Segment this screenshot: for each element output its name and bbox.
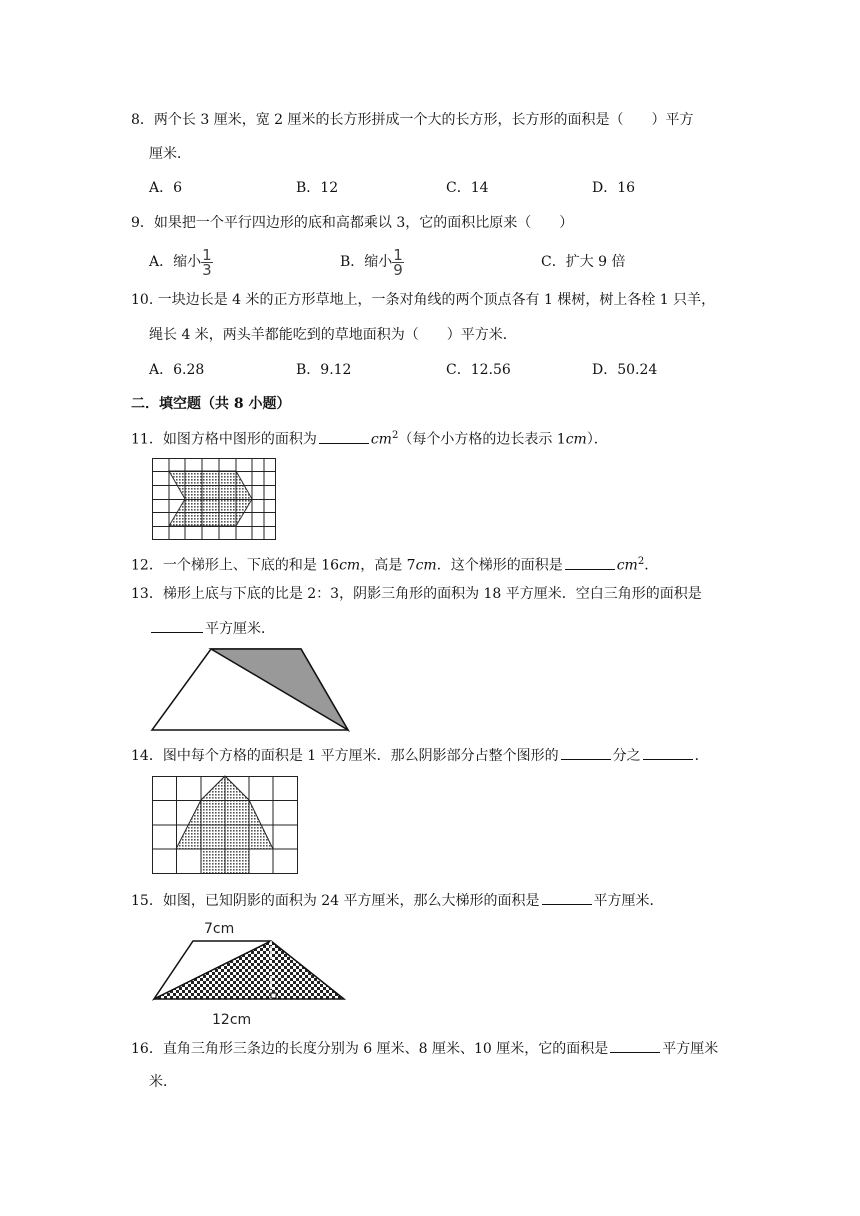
- q9-option-c: C．扩大 9 倍: [541, 254, 626, 270]
- q14-answer-blank-2[interactable]: [643, 745, 693, 760]
- q8-option-d: D．16: [592, 180, 636, 196]
- q11-grid-figure: [152, 458, 276, 540]
- q14-mid: 分之: [612, 748, 641, 764]
- q11-answer-blank[interactable]: [319, 429, 369, 444]
- q8-option-c: C．14: [446, 180, 489, 196]
- q10-option-c: C．12.56: [446, 362, 511, 378]
- q15-trapezoid-figure: [152, 918, 346, 1028]
- q16-answer-blank[interactable]: [610, 1038, 660, 1053]
- q14-text: 14．图中每个方格的面积是 1 平方厘米．那么阴影部分占整个图形的: [131, 748, 559, 764]
- q11-note-unit: cm: [565, 431, 587, 448]
- q9-option-a: [149, 244, 213, 280]
- q12-unit-1: cm: [339, 557, 361, 574]
- q16-text-end: 平方厘米: [662, 1041, 719, 1057]
- q13-line1: 13．梯形上底与下底的比是 2：3，阴影三角形的面积为 18 平方厘米．空白三角形的面积是: [131, 586, 702, 602]
- q8-option-a: A．6: [149, 180, 183, 196]
- q9-line1: 9．如果把一个平行四边形的底和高都乘以 3，它的面积比原来（ ）: [131, 215, 574, 231]
- q11-unit: cm: [370, 431, 392, 448]
- q15-answer-blank[interactable]: [542, 890, 592, 905]
- q13-text: 平方厘米．: [205, 621, 275, 637]
- q10-option-b: B．9.12: [296, 362, 352, 378]
- q10-option-d: D．50.24: [592, 362, 658, 378]
- fraction-one-third: $\frac{1}{3}$: [202, 245, 212, 279]
- q12-unit-3: cm: [616, 557, 638, 574]
- q14-grid-figure: [152, 776, 298, 874]
- q9-option-b-label: B．缩小: [340, 254, 393, 270]
- q11-line: [131, 426, 608, 450]
- q10-option-a: A．6.28: [149, 362, 205, 378]
- q14-answer-blank-1[interactable]: [561, 745, 611, 760]
- q9-option-b: [340, 244, 404, 280]
- q9-option-a-label: A．缩小: [149, 254, 202, 270]
- q14-end: ．: [694, 748, 709, 764]
- q12-line: [131, 552, 649, 576]
- q12-text-b: ，高是 7: [360, 557, 416, 574]
- q10-line1: 10. 一块边长是 4 米的正方形草地上，一条对角线的两个顶点各有 1 棵树，树上各栓 1 只羊，: [131, 292, 716, 308]
- q15-bottom-label: 12cm: [212, 1012, 252, 1028]
- q14-line: [131, 745, 709, 766]
- q13-line2: [149, 618, 275, 639]
- q8-line2: 厘米．: [149, 146, 191, 162]
- q12-unit-exponent: 2: [637, 556, 645, 567]
- q12-unit-2: cm: [415, 557, 437, 574]
- q11-note: （每个小方格的边长表示 1: [398, 431, 566, 448]
- q11-text: 11．如图方格中图形的面积为: [131, 431, 317, 448]
- fraction-one-ninth: $\frac{1}{9}$: [393, 245, 403, 279]
- q8-line1: 8．两个长 3 厘米，宽 2 厘米的长方形拼成一个大的长方形，长方形的面积是（ ）平方: [131, 112, 694, 128]
- q10-line2: 绳长 4 米，两头羊都能吃到的草地面积为（ ）平方米．: [149, 327, 517, 343]
- q8-option-b: B．12: [296, 180, 339, 196]
- q11-unit-exponent: 2: [391, 430, 399, 441]
- q16-line1: [131, 1038, 718, 1059]
- q16-text: 16．直角三角形三条边的长度分别为 6 厘米、8 厘米、10 厘米，它的面积是: [131, 1041, 609, 1057]
- q15-text: 15．如图，已知阴影的面积为 24 平方厘米，那么大梯形的面积是: [131, 893, 540, 909]
- q15-top-label: 7cm: [204, 921, 235, 937]
- q15-text-end: 平方厘米．: [593, 893, 664, 909]
- q13-answer-blank[interactable]: [151, 618, 203, 633]
- q16-line2: 米．: [149, 1074, 177, 1090]
- q12-text-c: ．这个梯形的面积是: [436, 557, 563, 574]
- q12-text-a: 12．一个梯形上、下底的和是 16: [131, 557, 340, 574]
- q13-trapezoid-figure: [150, 646, 350, 732]
- section-heading-fill-in: 二．填空题（共 8 小题）: [131, 396, 291, 412]
- q15-line: [131, 890, 664, 911]
- q12-answer-blank[interactable]: [565, 555, 615, 570]
- q11-note-end: ）．: [586, 431, 608, 448]
- q12-end: .: [644, 557, 649, 574]
